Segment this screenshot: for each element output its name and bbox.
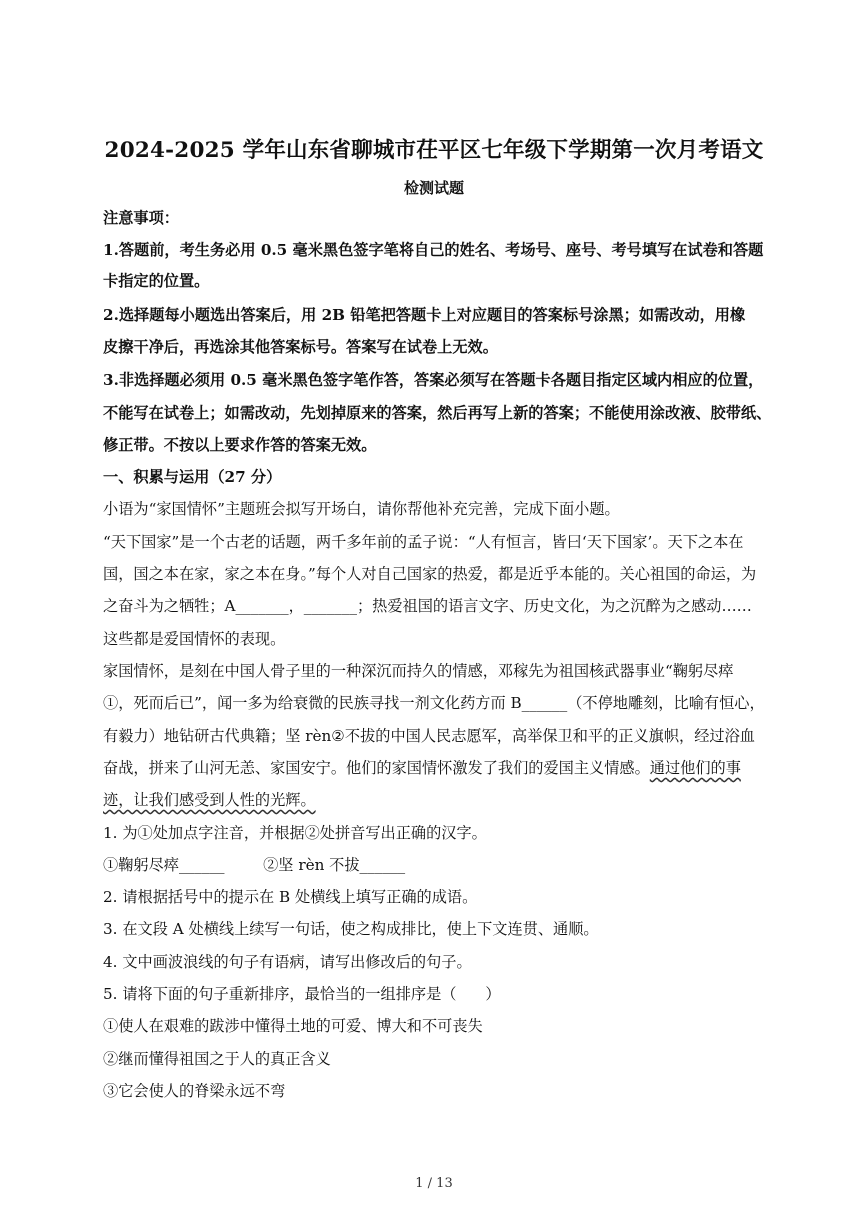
paragraph-line: 家国情怀，是刻在中国人骨子里的一种深沉而持久的情感，邓稼先为祖国核武器事业“鞠躬尽瘁 [103, 662, 734, 680]
wavy-sentence: 迹，让我们感受到人性的光辉。 [103, 791, 316, 809]
notice-line: 卡指定的位置。 [103, 272, 210, 290]
paragraph-line: “天下国家”是一个古老的话题，两千多年前的孟子说：“人有恒言，皆曰‘天下国家’。天下之本在 [103, 533, 744, 551]
paragraph-line [103, 790, 316, 810]
paragraph-line: 有毅力）地钻研古代典籍；坚 rèn②不拔的中国人民志愿军，高举保卫和平的正义旗帜，经过浴血 [103, 727, 755, 745]
notice-heading: 注意事项： [103, 209, 179, 227]
question-3: 3. 在文段 A 处横线上续写一句话，使之构成排比，使上下文连贯、通顺。 [103, 920, 599, 938]
section-intro: 小语为“家国情怀”主题班会拟写开场白，请你帮他补充完善，完成下面小题。 [103, 500, 620, 518]
question-5: 5. 请将下面的句子重新排序，最恰当的一组排序是（ ） [103, 985, 501, 1003]
question-1-items: ①鞠躬尽瘁______ ②坚 rèn 不拔______ [103, 856, 406, 874]
paragraph-line [103, 758, 741, 778]
paragraph-text: 奋战，拼来了山河无恙、家国安宁。他们的家国情怀激发了我们的爱国主义情感。 [103, 759, 650, 777]
notice-line: 皮擦干净后，再选涂其他答案标号。答案写在试卷上无效。 [103, 338, 498, 356]
notice-line: 修正带。不按以上要求作答的答案无效。 [103, 436, 377, 454]
option-sentence: ③它会使人的脊梁永远不弯 [103, 1082, 286, 1100]
question-4: 4. 文中画波浪线的句子有语病，请写出修改后的句子。 [103, 953, 472, 971]
page-subtitle: 检测试题 [403, 179, 464, 197]
option-sentence: ②继而懂得祖国之于人的真正含义 [103, 1050, 331, 1068]
option-sentence: ①使人在艰难的跋涉中懂得土地的可爱、博大和不可丧失 [103, 1017, 483, 1035]
question-1: 1. 为①处加点字注音，并根据②处拼音写出正确的汉字。 [103, 824, 487, 842]
notice-line: 2.选择题每小题选出答案后，用 2B 铅笔把答题卡上对应题目的答案标号涂黑；如需改动，用橡 [103, 306, 746, 324]
page-title: 2024-2025 学年山东省聊城市茌平区七年级下学期第一次月考语文 [104, 138, 764, 163]
page-number: 1 / 13 [415, 1176, 453, 1191]
section-heading: 一、积累与运用（27 分） [103, 468, 282, 486]
paragraph-line: 这些都是爱国情怀的表现。 [103, 630, 286, 648]
notice-line: 不能写在试卷上；如需改动，先划掉原来的答案，然后再写上新的答案；不能使用涂改液、胶带纸、 [103, 404, 772, 422]
notice-line: 3.非选择题必须用 0.5 毫米黑色签字笔作答，答案必须写在答题卡各题目指定区域内相应的位置， [103, 371, 764, 389]
wavy-sentence: 通过他们的事 [649, 759, 741, 777]
paragraph-line: 国，国之本在家，家之本在身。”每个人对自己国家的热爱，都是近乎本能的。关心祖国的命运，为 [103, 565, 757, 583]
question-2: 2. 请根据括号中的提示在 B 处横线上填写正确的成语。 [103, 888, 478, 906]
notice-line: 1.答题前，考生务必用 0.5 毫米黑色签字笔将自己的姓名、考场号、座号、考号填写在试卷和答题 [103, 241, 764, 259]
paragraph-line: ①，死而后已”，闻一多为给衰微的民族寻找一剂文化药方而 B______（不停地雕刻，比喻有恒心， [103, 694, 765, 712]
paragraph-line: 之奋斗为之牺牲；A_______，_______；热爱祖国的语言文字、历史文化，为之沉醉为之感动…… [103, 597, 752, 615]
